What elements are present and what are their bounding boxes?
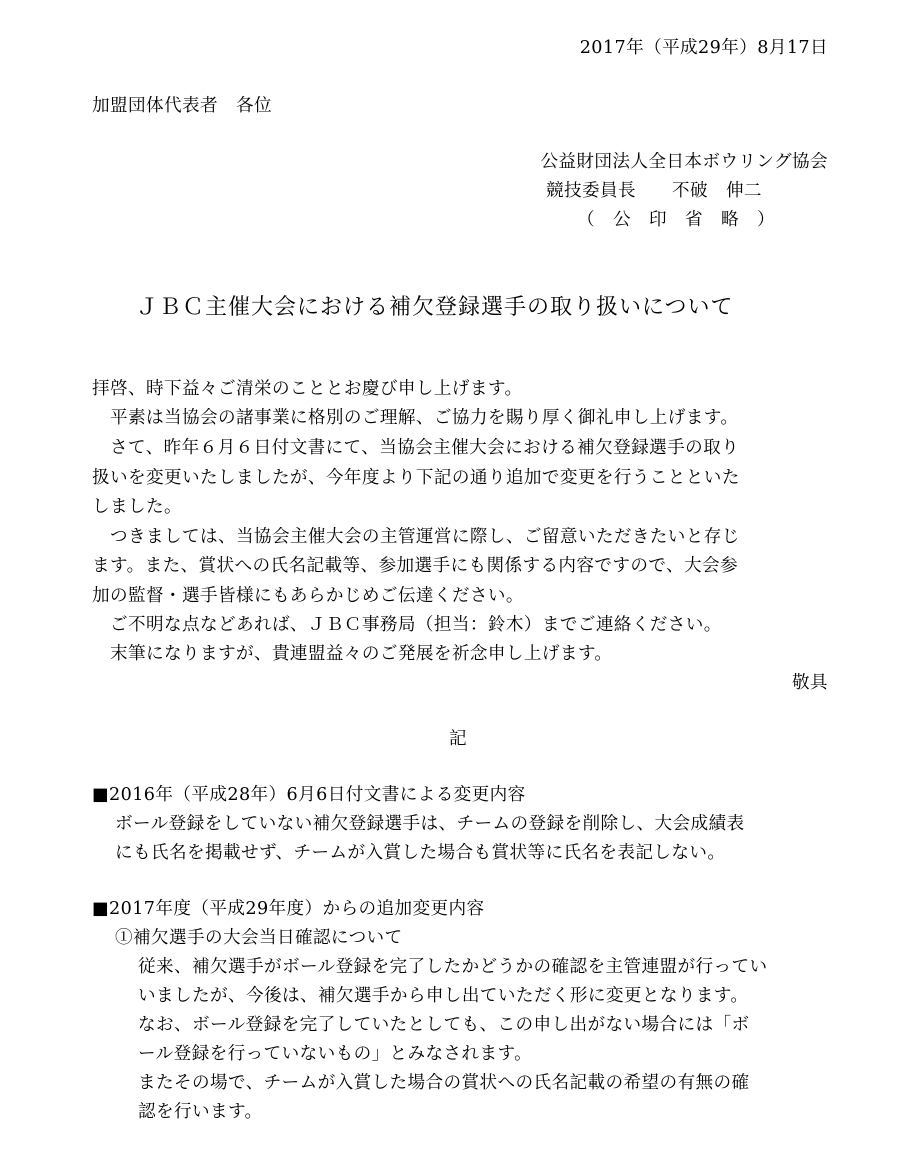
section2-line: 従来、補欠選手がボール登録を完了したかどうかの確認を主管連盟が行ってい: [138, 957, 768, 977]
closing-keigu: 敬具: [792, 673, 828, 693]
document-date: 2017年（平成29年）8月17日: [579, 38, 828, 58]
section2-line: いましたが、今後は、補欠選手から申し出ていただく形に変更となります。: [138, 986, 749, 1006]
recipient-line: 加盟団体代表者 各位: [92, 96, 272, 116]
section2-line: またその場で、チームが入賞した場合の賞状への氏名記載の希望の有無の確: [138, 1073, 750, 1093]
section2-line: なお、ボール登録を完了していたとしても、この申し出がない場合には「ボ: [138, 1015, 750, 1035]
body-line: しました。: [92, 497, 182, 517]
section1-heading: ■2016年（平成28年）6月6日付文書による変更内容: [92, 785, 526, 805]
body-line: ご不明な点などあれば、ＪＢＣ事務局（担当：鈴木）までご連絡ください。: [92, 615, 722, 635]
section2-line: 認を行います。: [138, 1102, 263, 1122]
body-line: 末筆になりますが、貴連盟益々のご発展を祈念申し上げます。: [92, 644, 613, 664]
section2-subheading: ①補欠選手の大会当日確認について: [115, 928, 403, 948]
section2-heading: ■2017年度（平成29年度）からの追加変更内容: [92, 899, 485, 919]
section2-line: ール登録を行っていないもの」とみなされます。: [138, 1044, 533, 1064]
body-line: 平素は当協会の諸事業に格別のご理解、ご協力を賜り厚く御礼申し上げます。: [92, 408, 739, 428]
sender-organization: 公益財団法人全日本ボウリング協会: [540, 152, 828, 172]
body-line: つきましては、当協会主催大会の主管運営に際し、ご留意いただきたいと存じ: [92, 527, 740, 547]
seal-omitted-note: （ 公 印 省 略 ）: [577, 210, 775, 230]
body-line: 拝啓、時下益々ご清栄のこととお慶び申し上げます。: [92, 379, 523, 399]
section1-line: にも氏名を掲載せず、チームが入賞した場合も賞状等に氏名を表記しない。: [115, 843, 726, 863]
document-title: ＪＢＣ主催大会における補欠登録選手の取り扱いについて: [136, 295, 734, 320]
body-line: さて、昨年６月６日付文書にて、当協会主催大会における補欠登録選手の取り: [92, 438, 740, 458]
ki-marker: 記: [449, 729, 467, 749]
body-line: 加の監督・選手皆様にもあらかじめご伝達ください。: [92, 586, 524, 606]
body-line: ます。また、賞状への氏名記載等、参加選手にも関係する内容ですので、大会参: [92, 556, 739, 576]
section1-line: ボール登録をしていない補欠登録選手は、チームの登録を削除し、大会成績表: [115, 814, 745, 834]
body-line: 扱いを変更いたしましたが、今年度より下記の通り追加で変更を行うことといた: [92, 468, 740, 488]
sender-position-name: 競技委員長 不破 伸二: [546, 181, 762, 201]
